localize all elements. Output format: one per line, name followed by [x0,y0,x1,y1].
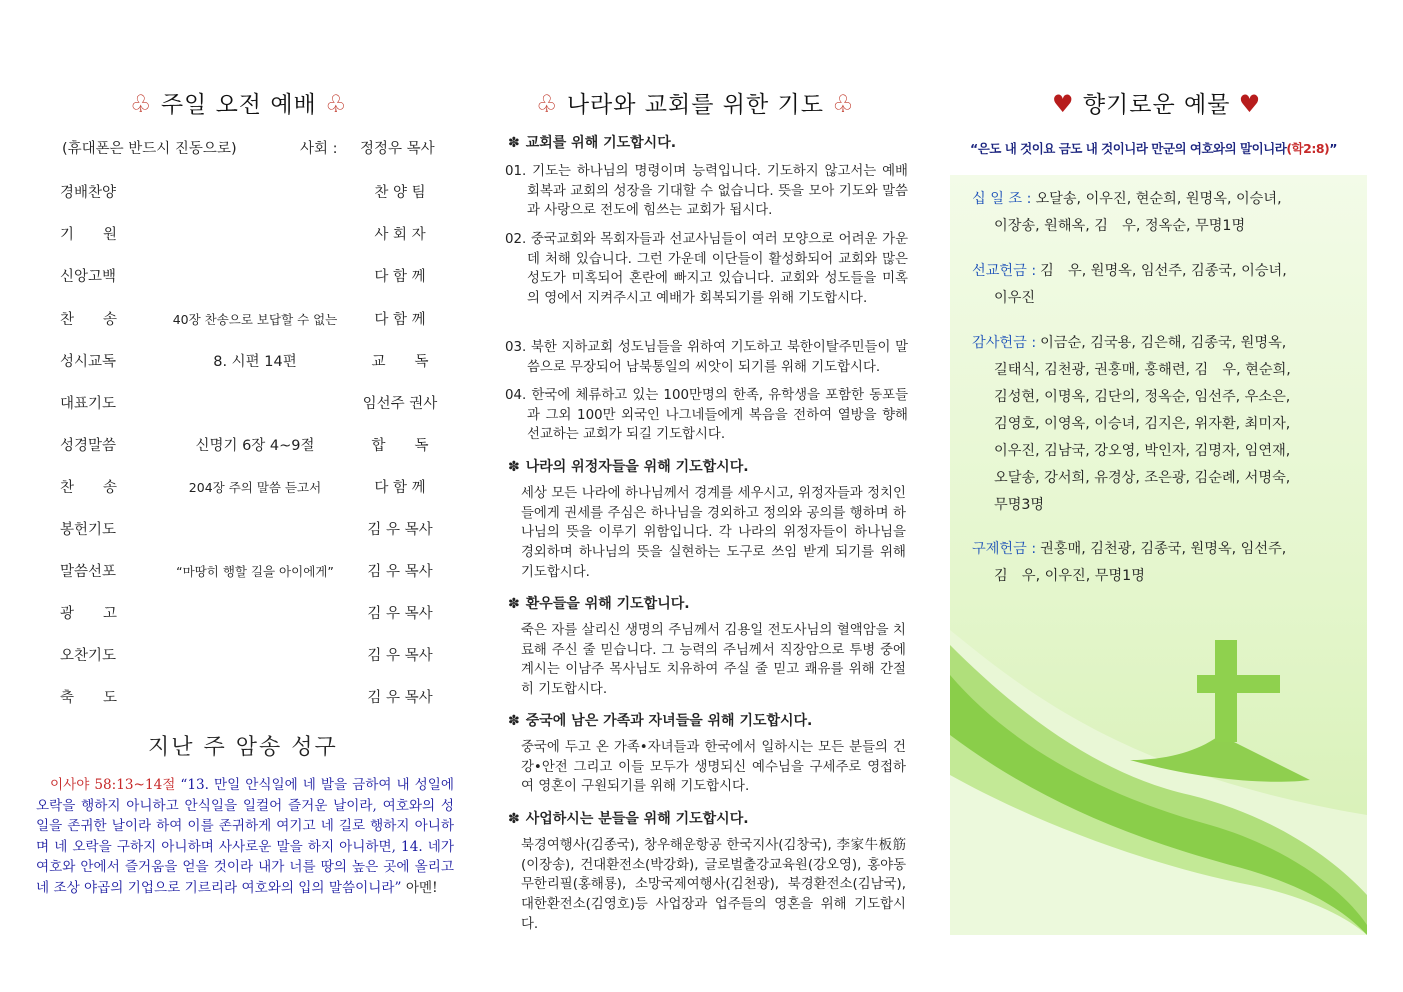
offering-first-line [972,330,1332,357]
scripture-quote: “은도 내 것이요 금도 내 것이니라 만군의 여호와의 말이니라(학2:8)” [970,141,1337,156]
worship-order-panel [0,0,470,992]
quote-reference: (학2:8) [1286,141,1330,156]
offering-group [972,258,1332,312]
order-row [60,686,460,706]
asterisk-icon: ✽ [508,135,520,151]
host-label: 사회 : [300,141,338,157]
offering-label: 구제헌금 : [972,541,1037,557]
offering-label: 십 일 조 : [972,191,1032,207]
section-heading-leaders: ✽ 나라의 위정자들을 위해 기도합시다. [508,459,749,475]
offering-label: 선교헌금 : [972,263,1037,279]
heart-icon: ♥ [1238,90,1262,118]
order-item-name: 경배찬양 [60,185,117,201]
section-heading-church: ✽ 교회를 위해 기도합시다. [508,135,677,151]
offering-panel [950,0,1370,992]
order-row [60,350,460,370]
order-item-name: 성시교독 [60,354,117,370]
order-item-leader: 다 함 께 [374,480,426,496]
memory-verse-title: 지난 주 암송 성구 [148,735,338,760]
order-row [60,602,460,622]
memory-verse [36,775,454,898]
order-row [60,518,460,538]
offering-first-line [972,258,1332,285]
order-item-leader: 다 함 께 [374,312,426,328]
order-item-leader: 합 독 [371,438,429,454]
offering-names: 이우진, 김남국, 강오영, 박인자, 김명자, 임연재, [994,443,1291,459]
offering-first-line [972,536,1332,563]
offering-names: 오달송, 이우진, 현순희, 원명옥, 이승녀, [1035,191,1282,207]
order-item-detail: “마땅히 행할 길을 아이에게” [176,564,334,579]
order-item-leader: 김 우 목사 [367,606,433,622]
order-row [60,644,460,664]
asterisk-icon: ✽ [508,596,520,612]
offering-names: 이우진 [994,290,1036,306]
offering-first-line [972,186,1332,213]
leaders-text: 세상 모든 나라에 하나님께서 경계를 세우시고, 위정자들과 정치인들에게 권세를 주심은 하나님을 경외하고 정의와 공의를 행하며 하나님의 뜻을 이루기 위함입니다. 각 나라의 위정자들이 하나님을 경외하며 하나님의 뜻을 실현하는 도구로 쓰임 받게 되기를 위해 기도합시다. [521,486,906,580]
order-item-leader: 김 우 목사 [367,690,433,706]
business-text: 북경여행사(김종국), 창우해운항공 한국지사(김창국), 李家牛板筋(이장송), 건대환전소(박강화), 글로벌출강교육원(강오영), 홍야동무한리필(홍해룡), 소망국제여행사(김천광), 북경환전소(김남국), 대한환전소(김영호)등 사업장과 업주들의 영혼을 위해 기도합시다. [521,838,906,932]
church-item-2: 02. 중국교회와 목회자들과 선교사님들이 여러 모양으로 어려운 가운데 처해 있습니다. 그런 가운데 이단들이 활성화되어 교회와 많은 성도가 미혹되어 혼란에 빠지고 있습니다. 교회와 성도들을 미혹의 영에서 지켜주시고 예배가 회복되기를 위해 기도합시다. [505,232,908,307]
order-item-leader: 찬 양 팀 [374,185,426,201]
offering-group [972,536,1332,590]
order-item-leader: 임선주 권사 [362,396,438,412]
family-text: 중국에 두고 온 가족•자녀들과 한국에서 일하시는 모든 분들의 건강•안전 그리고 이들 모두가 생명되신 예수님을 구세주로 영접하여 영혼이 구원되기를 위해 기도합시다. [521,740,906,795]
order-item-detail: 40장 찬송으로 보답할 수 없는 [172,312,338,327]
offering-names: 김성현, 이명옥, 김단의, 정옥순, 임선주, 우소은, [994,389,1291,405]
order-item-name: 기 원 [60,227,118,243]
order-item-detail: 신명기 6장 4~9절 [195,438,315,454]
offering-names: 오달송, 강서희, 유경상, 조은광, 김순례, 서명숙, [994,470,1291,486]
club-icon: ♧ [832,90,855,118]
order-item-name: 찬 송 [60,480,118,496]
order-item-name: 오찬기도 [60,648,117,664]
order-item-name: 대표기도 [60,396,117,412]
prayer-title-text: 나라와 교회를 위한 기도 [566,92,824,118]
order-item-leader: 김 우 목사 [367,648,433,664]
church-item-1: 01. 기도는 하나님의 명령이며 능력입니다. 기도하지 않고서는 예배 회복과 교회의 성장을 기대할 수 없습니다. 뜻을 모아 기도와 말씀과 사랑으로 전도에 힘쓰는 교회가 됩시다. [505,164,908,219]
section-heading-patients: ✽ 환우들을 위해 기도합니다. [508,596,690,612]
offering-names: 길태식, 김천광, 권홍매, 홍해련, 김 우, 현순희, [994,362,1291,378]
verse-text: “13. 만일 안식일에 네 발을 금하여 내 성일에 오락을 행하지 아니하고 안식일을 일컬어 즐거운 날이라, 여호와의 성일을 존귀한 날이라 하여 이를 존귀하게 여기고 네 길로 행하지 아니하며 네 오락을 구하지 아니하며 사사로운 말을 하지 아니하면, 14. 네가 여호와 안에서 즐거움을 얻을 것이라 내가 너를 땅의 높은 곳에 올리고 네 조상 야곱의 기업으로 기르리라 여호와의 입의 말씀이니라” [36,777,455,896]
offering-names: 권홍매, 김천광, 김종국, 원명옥, 임선주, [1040,541,1287,557]
order-item-leader: 교 독 [371,354,429,370]
club-icon: ♧ [536,90,559,118]
host-name: 정정우 목사 [360,141,435,157]
offering-names: 이금순, 김국용, 김은해, 김종국, 원명옥, [1040,335,1287,351]
heart-icon: ♥ [1052,90,1075,118]
amen-text: 아멘! [405,879,438,896]
prayer-title [536,86,855,119]
offering-names: 김영호, 이영옥, 이승녀, 김지은, 위자환, 최미자, [994,416,1291,432]
order-item-leader: 사 회 자 [374,227,426,243]
offering-group [972,186,1332,240]
order-row [60,223,460,243]
section-heading-family: ✽ 중국에 남은 가족과 자녀들을 위해 기도합시다. [508,713,813,729]
offering-title [1052,86,1261,119]
order-item-leader: 다 함 께 [374,269,426,285]
order-row [60,434,460,454]
order-item-name: 신앙고백 [60,269,117,285]
order-item-leader: 김 우 목사 [367,564,433,580]
order-item-name: 광 고 [60,606,118,622]
offering-group [972,330,1332,519]
worship-title-text: 주일 오전 예배 [160,92,317,118]
order-item-detail: 8. 시편 14편 [213,354,297,370]
order-item-name: 봉헌기도 [60,522,117,538]
offering-names: 무명3명 [994,497,1045,513]
phone-notice: (휴대폰은 반드시 진동으로) [62,141,237,157]
patients-text: 죽은 자를 살리신 생명의 주님께서 김용일 전도사님의 혈액암을 치료해 주신 줄 믿습니다. 그 능력의 주님께서 직장암으로 투병 중에 계시는 이남주 목사님도 치유하여 주실 줄 믿고 쾌유를 위해 간절히 기도합시다. [521,623,906,698]
church-item-4: 04. 한국에 체류하고 있는 100만명의 한족, 유학생을 포함한 동포들과 그외 100만 외국인 나그네들에게 복음을 전하여 열방을 향해 선교하는 교회가 되길 기도합시다. [505,388,908,443]
verse-reference: 이사야 58:13~14절 [50,777,176,793]
order-row [60,265,460,285]
asterisk-icon: ✽ [508,713,520,729]
asterisk-icon: ✽ [508,811,520,827]
club-icon: ♧ [130,90,153,118]
order-row [60,308,460,328]
worship-title [130,86,348,119]
order-item-name: 성경말씀 [60,438,117,454]
order-item-name: 축 도 [60,690,118,706]
order-row [60,392,460,412]
order-row [60,181,460,201]
offering-names: 이장송, 원해옥, 김 우, 정옥순, 무명1명 [994,218,1246,234]
club-icon: ♧ [325,90,348,118]
order-item-detail: 204장 주의 말씀 듣고서 [188,480,322,495]
prayer-panel [470,0,940,992]
church-item-3: 03. 북한 지하교회 성도님들을 위하여 기도하고 북한이탈주민들이 말씀으로 무장되어 남북통일의 씨앗이 되기를 위해 기도합시다. [505,340,908,375]
offering-title-text: 향기로운 예물 [1082,92,1231,118]
offering-label: 감사헌금 : [972,335,1037,351]
order-row [60,560,460,580]
order-item-leader: 김 우 목사 [367,522,433,538]
order-row [60,476,460,496]
offering-names: 김 우, 원명옥, 임선주, 김종국, 이승녀, [1040,263,1287,279]
section-heading-business: ✽ 사업하시는 분들을 위해 기도합시다. [508,811,749,827]
order-item-name: 찬 송 [60,312,118,328]
order-item-name: 말씀선포 [60,564,117,580]
asterisk-icon: ✽ [508,459,520,475]
offering-names: 김 우, 이우진, 무명1명 [994,568,1145,584]
